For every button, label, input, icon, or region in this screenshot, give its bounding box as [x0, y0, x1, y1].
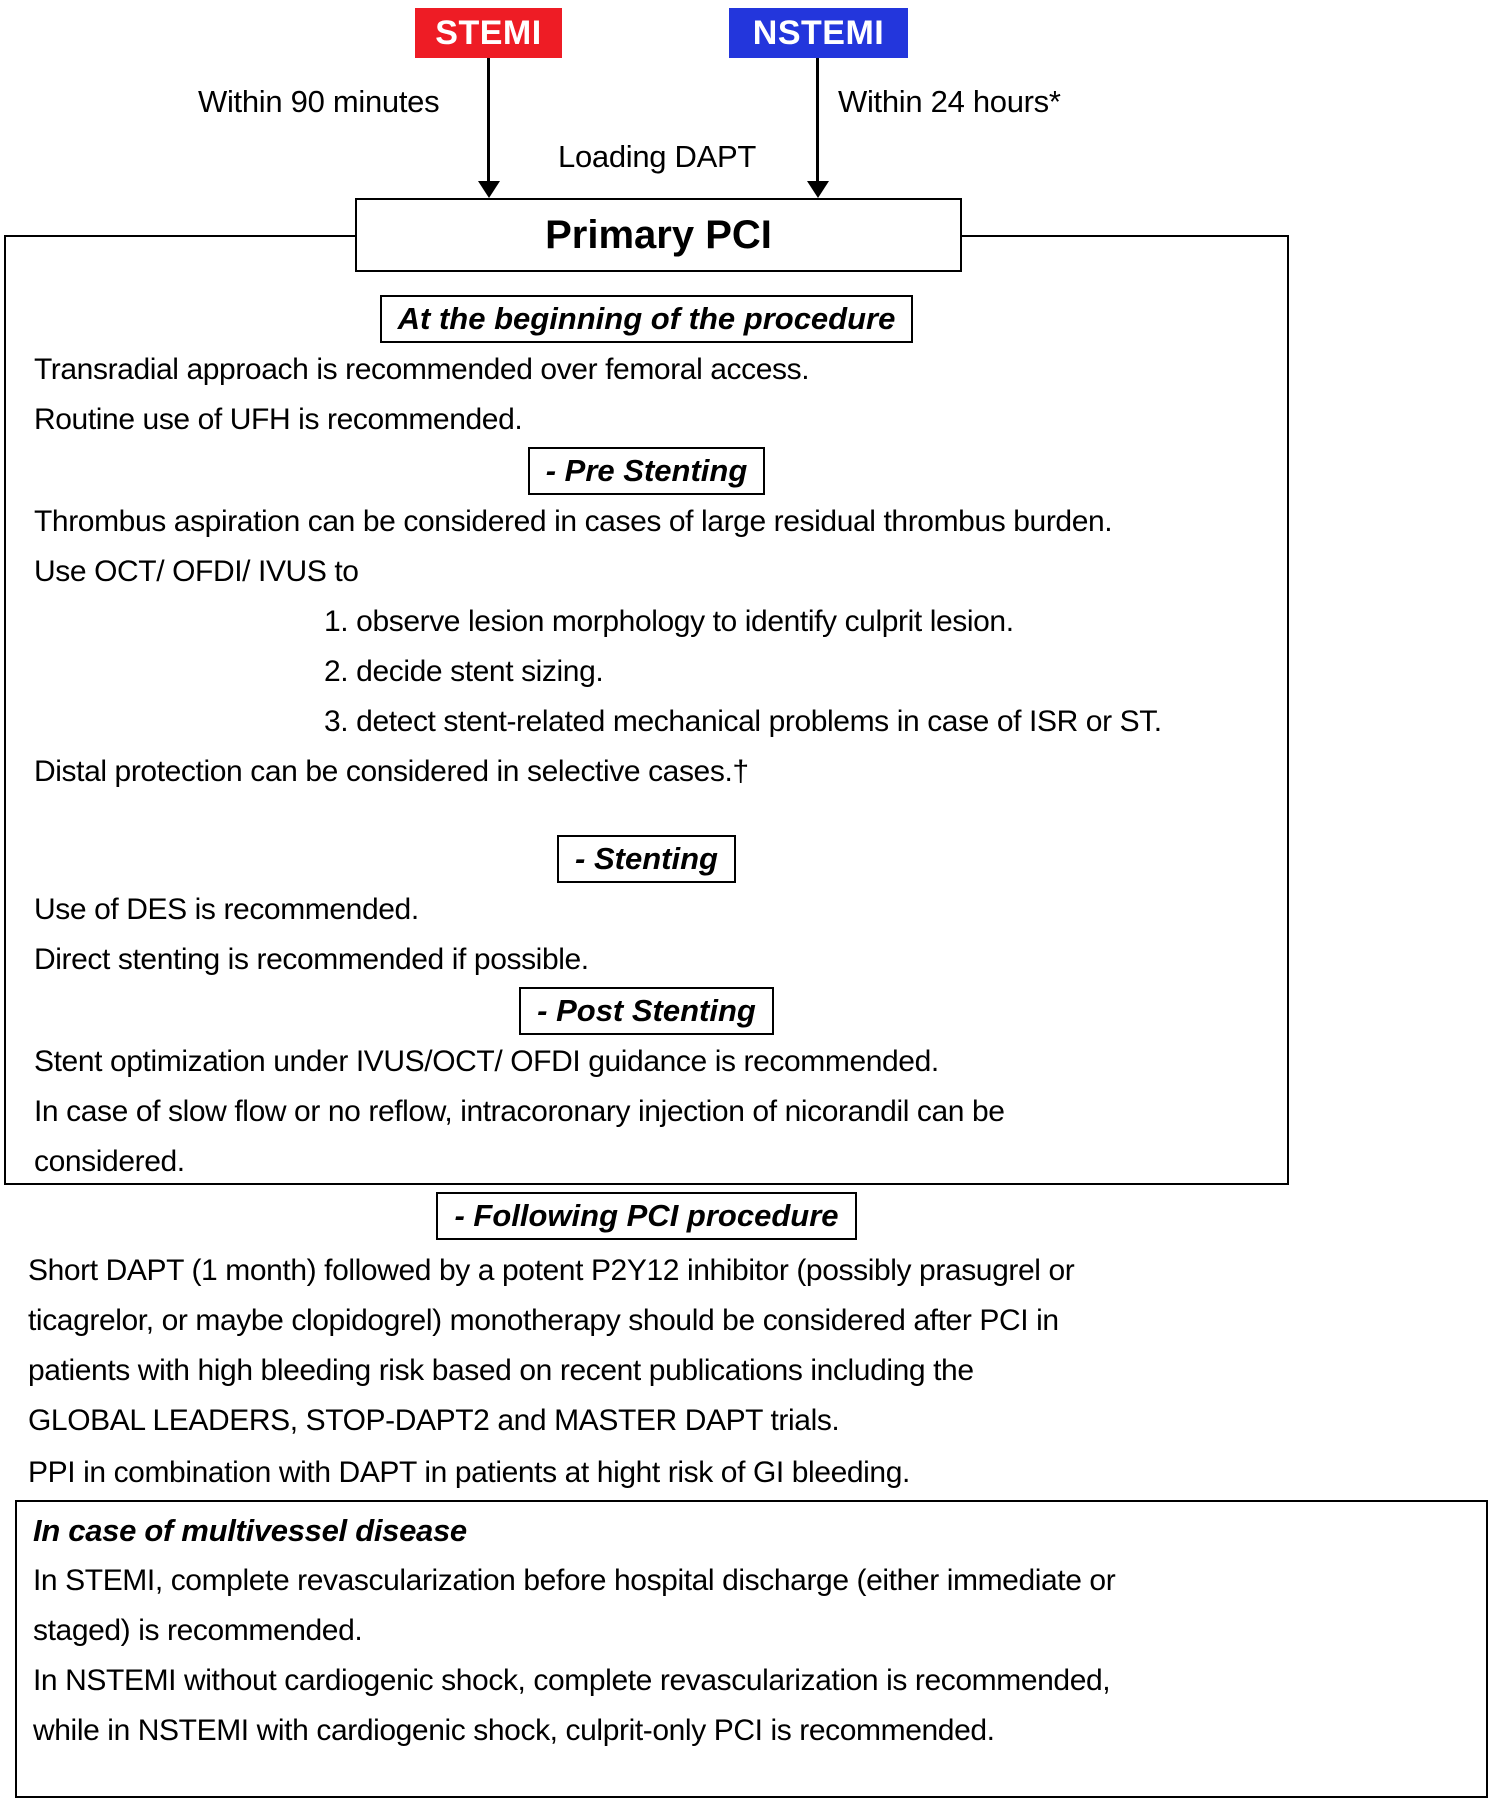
procedure-line-considered: considered.: [34, 1145, 185, 1178]
procedure-numbered-item: 1. observe lesion morphology to identify culprit lesion.: [324, 605, 1014, 638]
section-heading-post-stenting: - Post Stenting: [519, 987, 774, 1035]
multivessel-line: while in NSTEMI with cardiogenic shock, culprit-only PCI is recommended.: [33, 1714, 995, 1747]
section-heading-pre-stenting: - Pre Stenting: [528, 447, 766, 495]
nstemi-arrow-shaft: [816, 58, 819, 182]
section-gap: [6, 797, 1287, 833]
following-pci-line: ticagrelor, or maybe clopidogrel) monotherapy should be considered after PCI in: [28, 1304, 1059, 1337]
primary-pci-label: Primary PCI: [545, 212, 772, 257]
following-pci-heading-row: [4, 1192, 1289, 1240]
procedure-detail-box: [4, 235, 1289, 1185]
primary-pci-node: [355, 198, 962, 272]
following-pci-line: Short DAPT (1 month) followed by a potent P2Y12 inhibitor (possibly prasugrel or: [28, 1254, 1075, 1287]
loading-dapt-label: Loading DAPT: [558, 139, 757, 174]
stemi-node: [415, 8, 562, 58]
procedure-line-des: Use of DES is recommended.: [34, 893, 419, 926]
heading-row-post-stenting: [6, 987, 1287, 1035]
procedure-line-slow-flow: In case of slow flow or no reflow, intracoronary injection of nicorandil can be: [34, 1095, 1005, 1128]
within-90-minutes-label: Within 90 minutes: [198, 84, 440, 119]
stemi-label: STEMI: [435, 13, 542, 52]
multivessel-disease-box: [15, 1500, 1488, 1798]
heading-row-pre-stenting: [6, 447, 1287, 495]
multivessel-line: staged) is recommended.: [33, 1614, 363, 1647]
nstemi-label: NSTEMI: [752, 13, 885, 52]
procedure-numbered-item: 2. decide stent sizing.: [324, 655, 604, 688]
section-heading-following-pci: - Following PCI procedure: [436, 1192, 856, 1240]
procedure-line-stent-optimization: Stent optimization under IVUS/OCT/ OFDI guidance is recommended.: [34, 1045, 939, 1078]
procedure-line-transradial: Transradial approach is recommended over femoral access.: [34, 353, 810, 386]
stemi-arrow-head-icon: [478, 181, 500, 198]
within-24-hours-label: Within 24 hours*: [838, 84, 1061, 119]
heading-row-beginning: [6, 295, 1287, 343]
following-pci-paragraph: [28, 1246, 1074, 1446]
following-pci-line: GLOBAL LEADERS, STOP-DAPT2 and MASTER DAPT trials.: [28, 1404, 840, 1437]
nstemi-node: [729, 8, 908, 58]
procedure-line-thrombus: Thrombus aspiration can be considered in cases of large residual thrombus burden.: [34, 505, 1113, 538]
procedure-line-distal-protection: Distal protection can be considered in selective cases.†: [34, 755, 749, 788]
stemi-arrow-shaft: [487, 58, 490, 182]
multivessel-line: In STEMI, complete revascularization before hospital discharge (either immediate or: [33, 1564, 1116, 1597]
procedure-line-ufh: Routine use of UFH is recommended.: [34, 403, 523, 436]
heading-row-stenting: [6, 835, 1287, 883]
procedure-numbered-item: 3. detect stent-related mechanical problems in case of ISR or ST.: [324, 705, 1162, 738]
section-heading-beginning: At the beginning of the procedure: [380, 295, 914, 343]
following-pci-line: patients with high bleeding risk based on recent publications including the: [28, 1354, 974, 1387]
ppi-line: PPI in combination with DAPT in patients at hight risk of GI bleeding.: [28, 1456, 910, 1489]
section-heading-stenting: - Stenting: [557, 835, 736, 883]
multivessel-line: In NSTEMI without cardiogenic shock, complete revascularization is recommended,: [33, 1664, 1111, 1697]
nstemi-arrow-head-icon: [807, 181, 829, 198]
multivessel-heading: In case of multivessel disease: [33, 1513, 467, 1548]
procedure-line-use-imaging: Use OCT/ OFDI/ IVUS to: [34, 555, 359, 588]
procedure-line-direct-stenting: Direct stenting is recommended if possible.: [34, 943, 589, 976]
